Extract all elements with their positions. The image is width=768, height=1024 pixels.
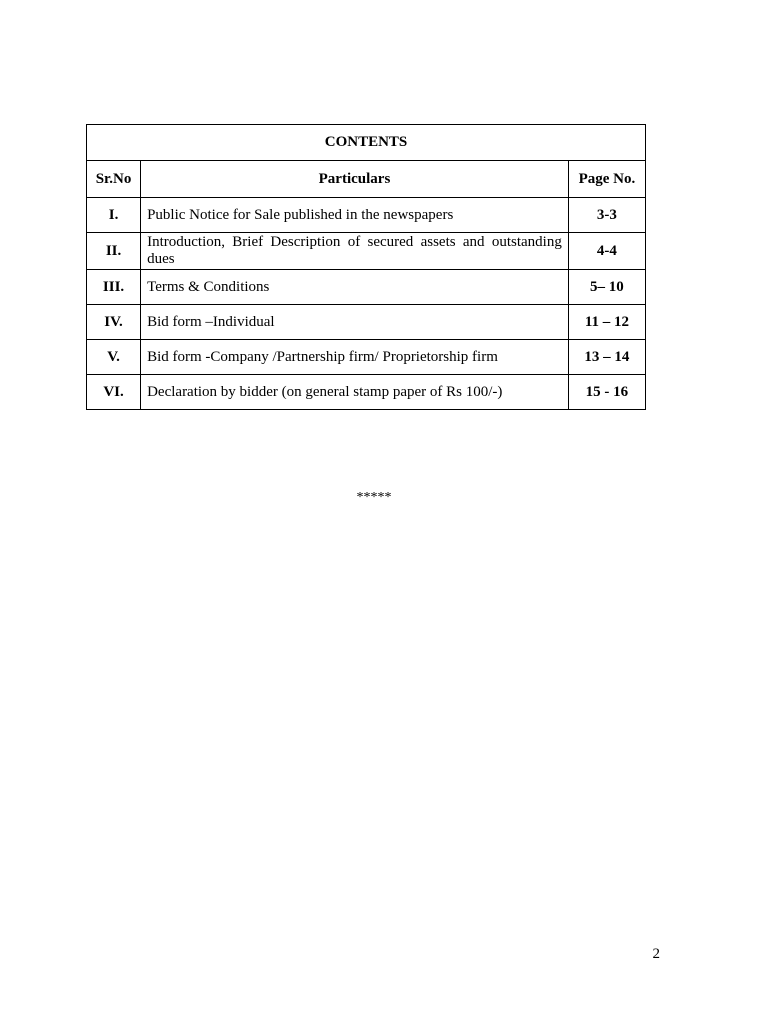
table-row bbox=[87, 340, 646, 375]
row-page-no: 5– 10 bbox=[568, 270, 645, 305]
row-page-no: 15 - 16 bbox=[568, 375, 645, 410]
row-particulars: Declaration by bidder (on general stamp paper of Rs 100/-) bbox=[141, 375, 569, 410]
table-row bbox=[87, 305, 646, 340]
contents-table bbox=[86, 124, 646, 410]
row-sr-no: III. bbox=[87, 270, 141, 305]
row-page-no: 3-3 bbox=[568, 198, 645, 233]
table-row bbox=[87, 270, 646, 305]
row-particulars: Public Notice for Sale published in the newspapers bbox=[141, 198, 569, 233]
row-page-no: 4-4 bbox=[568, 233, 645, 270]
contents-title: CONTENTS bbox=[87, 125, 646, 161]
row-particulars: Bid form –Individual bbox=[141, 305, 569, 340]
row-sr-no: II. bbox=[87, 233, 141, 270]
table-row bbox=[87, 375, 646, 410]
row-particulars: Introduction, Brief Description of secured assets and outstanding dues bbox=[141, 233, 569, 270]
row-sr-no: V. bbox=[87, 340, 141, 375]
row-sr-no: VI. bbox=[87, 375, 141, 410]
header-page-no: Page No. bbox=[568, 161, 645, 198]
table-header-row bbox=[87, 161, 646, 198]
row-particulars: Bid form -Company /Partnership firm/ Proprietorship firm bbox=[141, 340, 569, 375]
row-page-no: 13 – 14 bbox=[568, 340, 645, 375]
row-particulars: Terms & Conditions bbox=[141, 270, 569, 305]
page-number: 2 bbox=[652, 946, 660, 962]
row-sr-no: I. bbox=[87, 198, 141, 233]
row-sr-no: IV. bbox=[87, 305, 141, 340]
table-row bbox=[87, 233, 646, 270]
header-sr-no: Sr.No bbox=[87, 161, 141, 198]
row-page-no: 11 – 12 bbox=[568, 305, 645, 340]
table-row bbox=[87, 198, 646, 233]
section-separator: ***** bbox=[356, 490, 392, 505]
header-particulars: Particulars bbox=[141, 161, 569, 198]
